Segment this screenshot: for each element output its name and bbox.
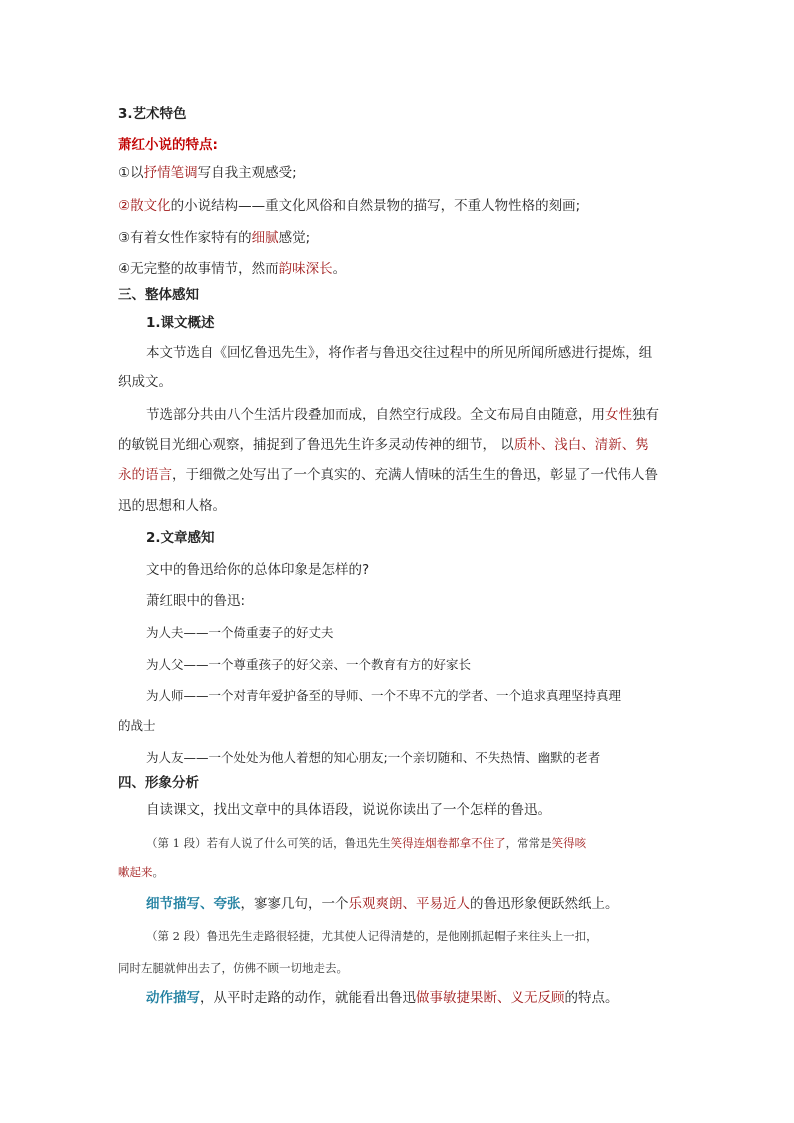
analysis-text: ，寥寥几句，一个 xyxy=(240,896,349,912)
quote-highlight: 笑得连烟卷都拿不住了 xyxy=(390,836,506,850)
analysis-text: 的特点。 xyxy=(564,990,619,1006)
quote-text: （第 1 段）若有人说了什么可笑的话，鲁迅先生 xyxy=(146,836,391,850)
para2-line4: 迅的思想和人格。 xyxy=(118,498,226,514)
analysis-text: 的鲁迅形象便跃然纸上。 xyxy=(470,896,619,912)
para-highlight: 永的语言 xyxy=(118,467,172,483)
feature-highlight: 抒情笔调 xyxy=(143,165,198,181)
role-teacher-cont: 的战士 xyxy=(118,718,156,733)
quote-highlight: 嗽起来 xyxy=(118,865,153,879)
para-text: ，于细微之处写出了一个真实的、充满人情味的活生生的鲁迅，彰显了一代伟人鲁 xyxy=(172,467,658,483)
quote1-line1 xyxy=(146,833,586,853)
feature-text: 写自我主观感受; xyxy=(197,165,297,181)
para-highlight: 质朴、浅白、清新、隽 xyxy=(513,437,649,453)
analysis-text: ，从平时走路的动作，就能看出鲁迅 xyxy=(200,990,416,1006)
analysis1 xyxy=(146,894,619,914)
feature-item-3 xyxy=(118,228,310,248)
para2-line1 xyxy=(146,405,659,425)
overall-question: 文中的鲁迅给你的总体印象是怎样的? xyxy=(146,562,370,578)
quote-text: 。 xyxy=(152,865,164,879)
part3-heading: 三、整体感知 xyxy=(118,287,199,303)
feature-highlight: ②散文化 xyxy=(118,198,171,214)
quote-highlight: 笑得咳 xyxy=(551,836,587,850)
feature-text: 。 xyxy=(332,261,347,277)
para2-line2 xyxy=(118,435,649,455)
feature-highlight: 细腻 xyxy=(251,230,279,246)
part4-intro: 自读课文，找出文章中的具体语段，说说你读出了一个怎样的鲁迅。 xyxy=(146,802,551,818)
technique-label: 动作描写 xyxy=(146,990,200,1006)
feature-text: ③有着女性作家特有的 xyxy=(118,230,252,246)
analysis2 xyxy=(146,988,619,1008)
quote-text: ，常常是 xyxy=(505,836,552,850)
answer-intro: 萧红眼中的鲁迅: xyxy=(146,593,246,609)
part3-sub2: 2.文章感知 xyxy=(146,530,215,546)
para-text: 节选部分共由八个生活片段叠加而成，自然空行成段。全文布局自由随意，用 xyxy=(146,407,605,423)
feature-highlight: 韵味深长 xyxy=(278,261,333,277)
para1-line1: 本文节选自《回忆鲁迅先生》，将作者与鲁迅交往过程中的所见所闻所感进行提炼，组 xyxy=(146,345,653,361)
feature-text: 感觉; xyxy=(278,230,311,246)
para-text: 独有 xyxy=(632,407,659,423)
role-friend: 为人友——一个处处为他人着想的知心朋友;一个亲切随和、不失热情、幽默的老者 xyxy=(146,750,601,765)
section-heading-art: 3.艺术特色 xyxy=(118,106,187,122)
trait-highlight: 做事敏捷果断、义无反顾 xyxy=(416,990,565,1006)
quote1-line2 xyxy=(118,862,164,882)
para-text: 的敏锐目光细心观察，捕捉到了鲁迅先生许多灵动传神的细节， 以 xyxy=(118,437,514,453)
feature-text: ①以 xyxy=(118,165,144,181)
feature-text: 的小说结构——重文化风俗和自然景物的描写，不重人物性格的刻画; xyxy=(170,198,581,214)
quote2-line2: 同时左腿就伸出去了，仿佛不顾一切地走去。 xyxy=(118,961,348,975)
xiaohong-features-title: 萧红小说的特点: xyxy=(118,137,218,153)
part4-heading: 四、形象分析 xyxy=(118,775,199,791)
quote2-line1: （第 2 段）鲁迅先生走路很轻捷，尤其使人记得清楚的，是他刚抓起帽子来往头上一扣， xyxy=(146,929,598,943)
part3-sub1: 1.课文概述 xyxy=(146,315,215,331)
feature-item-1 xyxy=(118,163,297,183)
technique-label: 细节描写、夸张 xyxy=(146,896,241,912)
feature-item-2 xyxy=(118,196,580,216)
role-teacher: 为人师——一个对青年爱护备至的导师、一个不卑不亢的学者、一个追求真理坚持真理 xyxy=(146,688,622,703)
para1-line2: 织成文。 xyxy=(118,374,172,390)
para2-line3 xyxy=(118,465,658,485)
role-father: 为人父——一个尊重孩子的好父亲、一个教育有方的好家长 xyxy=(146,657,472,672)
feature-text: ④无完整的故事情节，然而 xyxy=(118,261,279,277)
role-husband: 为人夫——一个倚重妻子的好丈夫 xyxy=(146,625,334,640)
feature-item-4 xyxy=(118,259,346,279)
trait-highlight: 乐观爽朗、平易近人 xyxy=(348,896,470,912)
para-highlight: 女性 xyxy=(605,407,632,423)
